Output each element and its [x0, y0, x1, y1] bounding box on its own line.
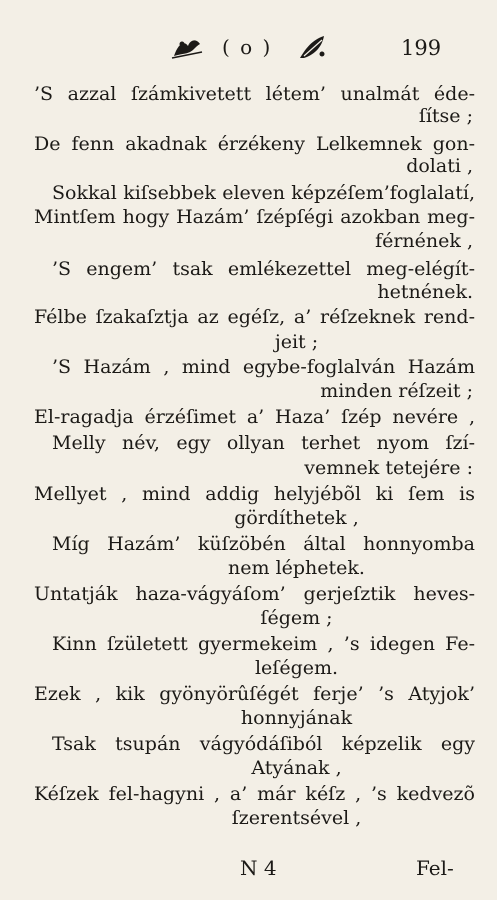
text-line: ’S engem’ tsak emlékezettel meg-elégít- [52, 258, 475, 280]
leaf-ornament-icon [296, 34, 330, 60]
text-line: nem léphetek. [228, 557, 365, 579]
text-line: Kinn ſzületett gyermekeim , ’s idegen Fe- [52, 633, 475, 655]
text-line: Untatják haza-vágyáſom’ gerjeſztik heves- [34, 583, 475, 605]
text-line: Mellyet , mind addig helyjébõl ki ſem is [34, 483, 475, 505]
text-line: Mintſem hogy Hazám’ ſzépſégi azokban meg- [34, 206, 475, 228]
text-line: vemnek tetejére : [304, 457, 473, 479]
text-line: Atyának , [251, 757, 342, 779]
text-line: El-ragadja érzéſimet a’ Haza’ ſzép nevére , [34, 406, 475, 428]
text-line: De fenn akadnak érzékeny Lelkemnek gon- [34, 133, 475, 155]
text-line: ſzerentsével , [231, 807, 362, 829]
text-line: Sokkal kiſsebbek eleven képzéſem’foglalatí, [52, 182, 475, 204]
header-marker: ( o ) [222, 35, 273, 59]
text-line: jeit ; [274, 331, 319, 353]
text-line: férnének , [375, 230, 473, 252]
text-line: Míg Hazám’ küſzöbén által honnyomba [52, 533, 475, 555]
text-line: ’S azzal ſzámkivetett létem’ unalmát éde- [34, 83, 475, 105]
text-line: Tsak tsupán vágyódáſiból képzelik egy [52, 733, 475, 755]
text-line: hetnének. [377, 281, 473, 303]
page-header [0, 32, 497, 66]
text-line: leſégem. [254, 657, 339, 679]
text-line: honnyjának [240, 707, 353, 729]
text-line: ſítse ; [418, 105, 473, 127]
catchword: Fel- [416, 856, 454, 880]
page-number: 199 [401, 36, 442, 60]
text-line: ’S Hazám , mind egybe-foglalván Hazám [52, 356, 475, 378]
signature-mark: N 4 [240, 856, 277, 880]
text-line: dolati , [406, 155, 473, 177]
text-line: Ezek , kik gyönyörûſégét ferje’ ’s Atyjok’ [34, 683, 475, 705]
text-line: ſégem ; [260, 607, 333, 629]
flower-ornament-icon [170, 36, 204, 60]
text-line: gördíthetek , [234, 507, 359, 529]
text-line: Melly név, egy ollyan terhet nyom ſzí- [52, 432, 475, 454]
text-line: Kéſzek fel-hagyni , a’ már kéſz , ’s kedvezõ [34, 783, 475, 805]
text-line: minden réſzeit ; [320, 380, 473, 402]
text-line: Félbe ſzakaſztja az egéſz, a’ réſzeknek rend- [34, 306, 475, 328]
